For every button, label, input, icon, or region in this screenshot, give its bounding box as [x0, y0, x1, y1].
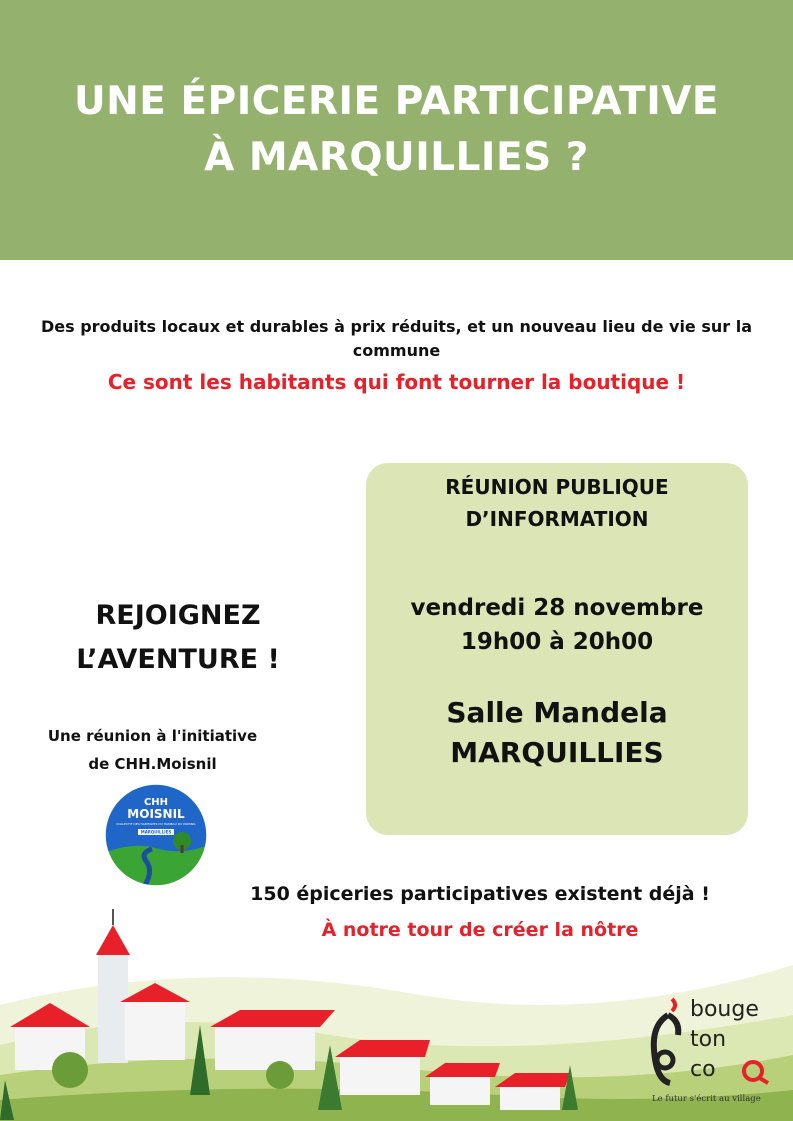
chh-logo-place: MARQUILLIES	[140, 829, 172, 835]
chh-moisnil-logo	[104, 783, 208, 887]
brand-word-2: ton	[690, 1027, 727, 1052]
brand-q-icon	[740, 1059, 770, 1085]
chh-logo-top: CHH	[143, 797, 169, 808]
meeting-heading-line-1: RÉUNION PUBLIQUE	[445, 475, 669, 499]
chh-logo-name: MOISNIL	[127, 807, 185, 821]
meeting-heading	[366, 471, 748, 535]
intro-highlight: Ce sont les habitants qui font tourner la boutique !	[107, 370, 686, 394]
brand-tagline: Le futur s'écrit au village	[652, 1094, 761, 1104]
chh-logo-tagline: COLLECTIF DES HABITANTS DU HAMEAU DU MOISNIL	[116, 822, 196, 826]
initiative-line-1: Une réunion à l'initiative	[47, 727, 258, 745]
initiative-text	[10, 722, 295, 778]
join-line-2: L’AVENTURE !	[76, 644, 280, 675]
meeting-time: 19h00 à 20h00	[460, 629, 654, 655]
title-banner	[0, 0, 793, 260]
rooster-icon	[648, 995, 688, 1090]
meeting-location	[366, 693, 748, 773]
join-headline	[20, 594, 336, 682]
meeting-card	[366, 463, 748, 835]
brand-word-1: bouge	[690, 997, 759, 1022]
meeting-place: Salle Mandela	[446, 696, 668, 729]
initiative-line-2: de CHH.Moisnil	[88, 755, 217, 773]
meeting-town: MARQUILLIES	[450, 736, 664, 769]
title-line-2: À MARQUILLIES ?	[204, 135, 589, 180]
brand-word-3: co	[690, 1057, 716, 1082]
page-title	[74, 74, 719, 186]
bottom-line-2: À notre tour de créer la nôtre	[321, 919, 639, 941]
bouge-ton-coq-logo	[640, 995, 780, 1110]
bottom-line-1: 150 épiceries participatives existent déjà !	[250, 883, 710, 905]
meeting-heading-line-2: D’INFORMATION	[465, 507, 649, 531]
meeting-date: vendredi 28 novembre	[410, 595, 704, 621]
title-line-1: UNE ÉPICERIE PARTICIPATIVE	[73, 79, 720, 124]
meeting-datetime	[366, 591, 748, 659]
join-line-1: REJOIGNEZ	[95, 600, 261, 631]
intro-text: Des produits locaux et durables à prix réduits, et un nouveau lieu de vie sur la commune	[40, 317, 752, 360]
